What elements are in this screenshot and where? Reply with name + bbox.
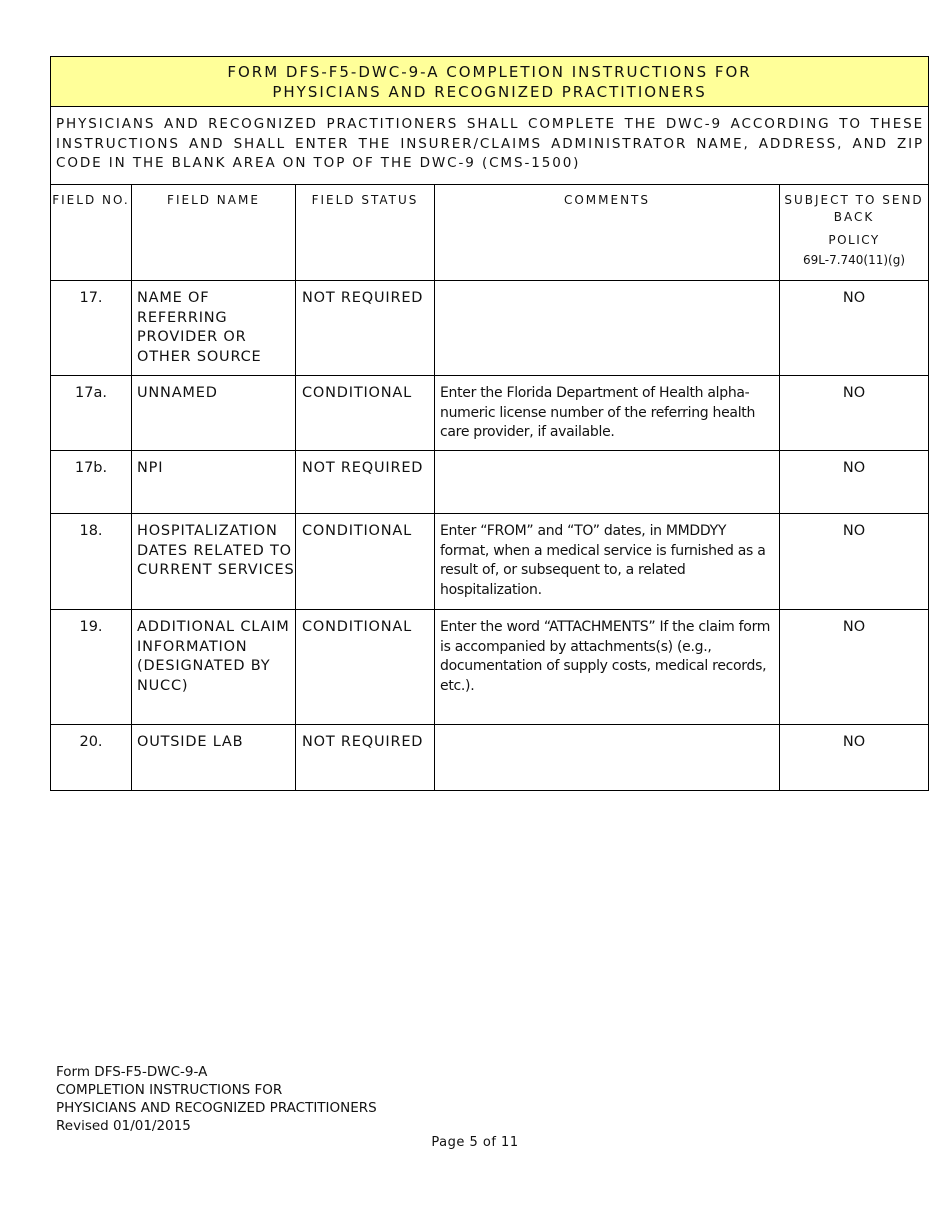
field-name: HOSPITALIZATION DATES RELATED TO CURRENT SERVICES — [132, 514, 296, 610]
field-name: ADDITIONAL CLAIM INFORMATION (DESIGNATED BY NUCC) — [132, 610, 296, 725]
field-number: 18. — [51, 514, 132, 610]
field-comment — [435, 451, 780, 514]
header-field-no-label: FIELD NO. — [52, 193, 130, 207]
field-status: NOT REQUIRED — [296, 725, 435, 791]
field-number: 17. — [51, 281, 132, 376]
field-status: CONDITIONAL — [296, 610, 435, 725]
field-number: 17b. — [51, 451, 132, 514]
intro-instructions: PHYSICIANS AND RECOGNIZED PRACTITIONERS SHALL COMPLETE THE DWC-9 ACCORDING TO THESE INSTRUCTIONS AND SHALL ENTER THE INSURER/CLAIMS ADMINISTRATOR NAME, ADDRESS, AND ZIP CODE IN THE BLANK AREA ON TOP OF THE DWC-9 (CMS-1500) — [51, 107, 929, 185]
header-send-back — [780, 185, 929, 281]
table-row — [51, 725, 929, 791]
field-name: NPI — [132, 451, 296, 514]
field-number: 19. — [51, 610, 132, 725]
field-name: NAME OF REFERRING PROVIDER OR OTHER SOURCE — [132, 281, 296, 376]
field-comment: Enter the word “ATTACHMENTS” If the claim form is accompanied by attachments(s) (e.g., documentation of supply costs, medical records, etc.). — [435, 610, 780, 725]
field-name: UNNAMED — [132, 376, 296, 451]
header-comments-label: COMMENTS — [563, 193, 651, 207]
header-policy-label: POLICY — [828, 233, 880, 247]
header-field-status — [296, 185, 435, 281]
page-number: Page 5 of 11 — [431, 1135, 519, 1150]
instructions-table — [50, 56, 929, 791]
form-title — [51, 57, 929, 107]
footer-title-line-2: PHYSICIANS AND RECOGNIZED PRACTITIONERS — [56, 1100, 377, 1116]
send-back-value: NO — [780, 610, 929, 725]
field-number: 20. — [51, 725, 132, 791]
form-title-line-2: PHYSICIANS AND RECOGNIZED PRACTITIONERS — [272, 83, 707, 101]
field-status: NOT REQUIRED — [296, 281, 435, 376]
footer-form-id: Form DFS-F5-DWC-9-A — [56, 1064, 208, 1080]
send-back-value: NO — [780, 281, 929, 376]
column-header-row — [51, 185, 929, 281]
field-comment — [435, 725, 780, 791]
header-field-status-label: FIELD STATUS — [311, 193, 419, 207]
table-row — [51, 451, 929, 514]
field-status: NOT REQUIRED — [296, 451, 435, 514]
table-row — [51, 376, 929, 451]
form-title-line-1: FORM DFS-F5-DWC-9-A COMPLETION INSTRUCTIONS FOR — [227, 63, 752, 81]
send-back-value: NO — [780, 451, 929, 514]
field-comment: Enter “FROM” and “TO” dates, in MMDDYY format, when a medical service is furnished as a result of, or subsequent to, a related hospitalization. — [435, 514, 780, 610]
send-back-value: NO — [780, 376, 929, 451]
send-back-value: NO — [780, 514, 929, 610]
footer-title-line-1: COMPLETION INSTRUCTIONS FOR — [56, 1082, 283, 1098]
table-row — [51, 514, 929, 610]
header-field-no — [51, 185, 132, 281]
header-rule-citation: 69L-7.740(11)(g) — [803, 253, 906, 267]
table-row — [51, 610, 929, 725]
field-comment: Enter the Florida Department of Health alpha-numeric license number of the referring health care provider, if available. — [435, 376, 780, 451]
header-send-back-label: SUBJECT TO SEND BACK — [784, 193, 924, 224]
table-row — [51, 281, 929, 376]
field-status: CONDITIONAL — [296, 514, 435, 610]
footer-revision-date: Revised 01/01/2015 — [56, 1118, 191, 1134]
field-comment — [435, 281, 780, 376]
send-back-value: NO — [780, 725, 929, 791]
field-number: 17a. — [51, 376, 132, 451]
field-name: OUTSIDE LAB — [132, 725, 296, 791]
field-status: CONDITIONAL — [296, 376, 435, 451]
page-footer — [56, 1063, 377, 1135]
header-comments — [435, 185, 780, 281]
header-field-name-label: FIELD NAME — [167, 193, 260, 207]
header-field-name — [132, 185, 296, 281]
